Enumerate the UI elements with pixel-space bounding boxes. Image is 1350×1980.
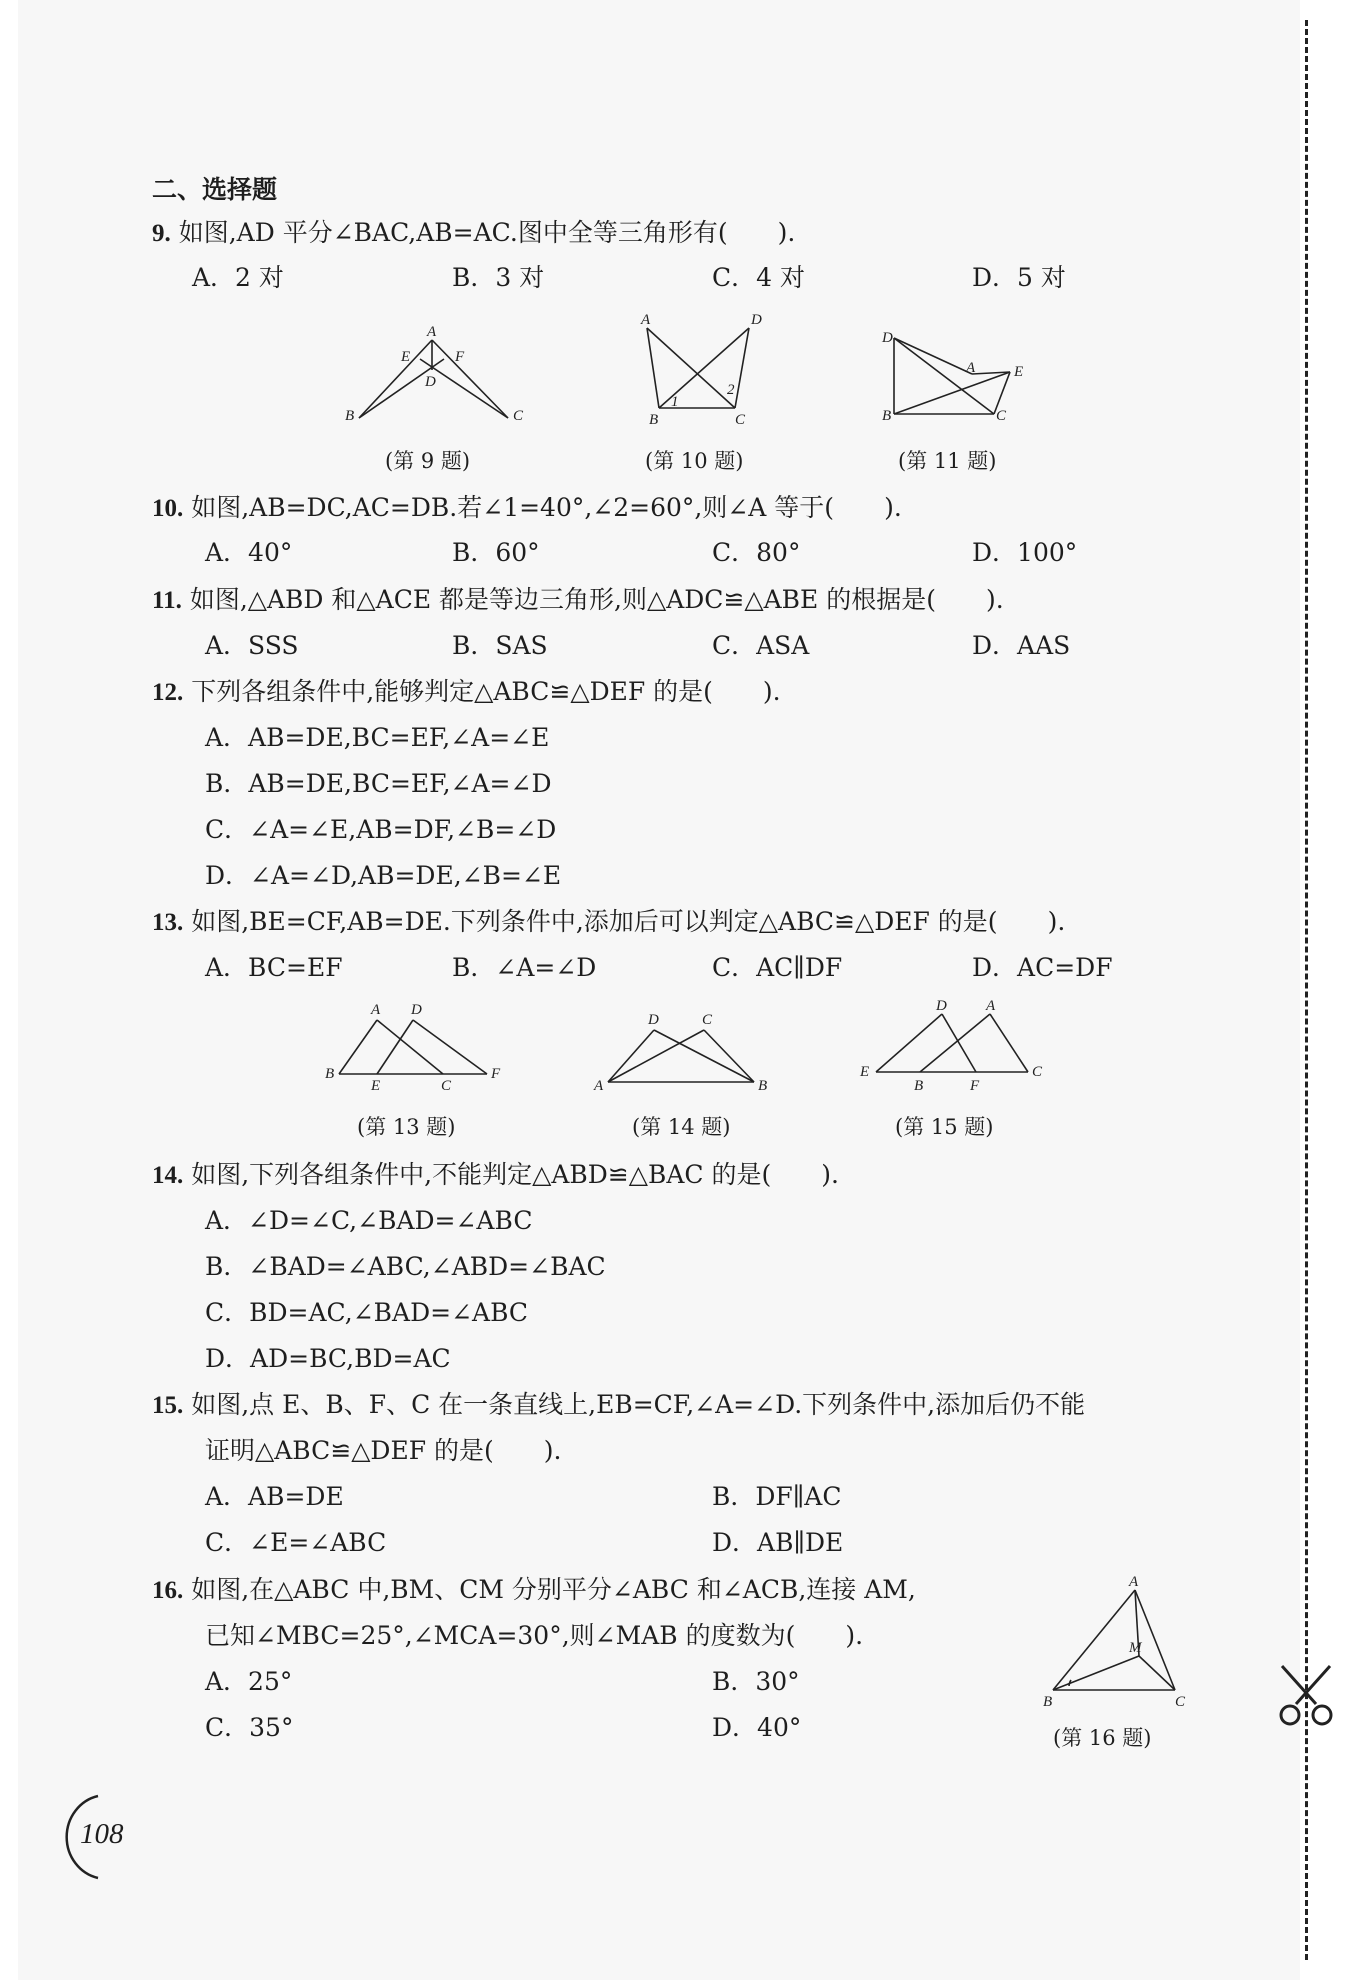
label-b: B (649, 412, 659, 428)
figure-15 (858, 996, 1048, 1094)
scissors-icon (1276, 1660, 1336, 1730)
label-m: M (1129, 1640, 1142, 1656)
page-number: 108 (80, 1818, 124, 1850)
q9-option-a: A．2 对 (192, 263, 284, 292)
question-14: 14. 如图,下列各组条件中,不能判定△ABD≌△BAC 的是( ). (152, 1160, 839, 1189)
question-10: 10. 如图,AB=DC,AC=DB.若∠1=40°,∠2=60°,则∠A 等于( ). (152, 493, 902, 522)
q12-option-d: D．∠A=∠D,AB=DE,∠B=∠E (205, 861, 562, 890)
label-e: E (371, 1078, 381, 1094)
question-15-line2: 证明△ABC≌△DEF 的是( ). (205, 1436, 562, 1465)
q14-option-b: B．∠BAD=∠ABC,∠ABD=∠BAC (205, 1252, 606, 1281)
q11-option-c: C．ASA (712, 631, 810, 660)
q9-option-b: B．3 对 (452, 263, 545, 292)
label-1: 1 (671, 394, 679, 410)
question-9: 9. 如图,AD 平分∠BAC,AB=AC.图中全等三角形有( ). (152, 218, 796, 247)
q9-option-d: D．5 对 (972, 263, 1066, 292)
figure-9 (345, 318, 525, 430)
label-d: D (411, 1002, 422, 1018)
q13-option-d: D．AC=DF (972, 953, 1113, 982)
label-d: D (936, 998, 947, 1014)
q16-option-a: A．25° (205, 1667, 293, 1696)
label-b: B (914, 1078, 924, 1094)
q15-option-b: B．DF∥AC (712, 1482, 842, 1511)
caption-10: (第 10 题) (645, 449, 744, 473)
label-b: B (1043, 1694, 1053, 1710)
question-16-line2: 已知∠MBC=25°,∠MCA=30°,则∠MAB 的度数为( ). (205, 1621, 864, 1650)
label-c: C (702, 1012, 713, 1028)
label-c: C (735, 412, 746, 428)
question-13: 13. 如图,BE=CF,AB=DE.下列条件中,添加后可以判定△ABC≌△DEF 的是( ). (152, 907, 1066, 936)
label-f: F (455, 349, 465, 365)
q13-option-a: A．BC=EF (205, 953, 343, 982)
label-c: C (513, 408, 524, 424)
q14-option-d: D．AD=BC,BD=AC (205, 1344, 451, 1373)
label-a: A (1129, 1574, 1139, 1590)
caption-15: (第 15 题) (895, 1115, 994, 1139)
label-e: E (860, 1064, 870, 1080)
label-c: C (441, 1078, 452, 1094)
figure-11 (880, 322, 1030, 430)
question-16: 16. 如图,在△ABC 中,BM、CM 分别平分∠ABC 和∠ACB,连接 AM, (152, 1575, 916, 1604)
section-title: 二、选择题 (152, 175, 278, 204)
label-a: A (371, 1002, 381, 1018)
label-a: A (594, 1078, 604, 1094)
q13-option-c: C．AC∥DF (712, 953, 843, 982)
caption-14: (第 14 题) (632, 1115, 731, 1139)
q12-option-b: B．AB=DE,BC=EF,∠A=∠D (205, 769, 552, 798)
label-e: E (401, 349, 411, 365)
caption-11: (第 11 题) (898, 449, 997, 473)
label-b: B (758, 1078, 768, 1094)
figure-14 (592, 1010, 778, 1094)
q12-option-c: C．∠A=∠E,AB=DF,∠B=∠D (205, 815, 557, 844)
q11-option-d: D．AAS (972, 631, 1071, 660)
caption-9: (第 9 题) (385, 449, 471, 473)
figure-13 (325, 998, 505, 1094)
figure-16 (1035, 1572, 1195, 1710)
label-f: F (970, 1078, 980, 1094)
label-a: A (986, 998, 996, 1014)
question-11: 11. 如图,△ABD 和△ACE 都是等边三角形,则△ADC≌△ABE 的根据是( ). (152, 585, 1004, 614)
q11-option-b: B．SAS (452, 631, 548, 660)
label-b: B (882, 408, 892, 424)
label-a: A (966, 360, 976, 376)
label-2: 2 (727, 382, 735, 398)
label-f: F (491, 1066, 501, 1082)
label-c: C (1032, 1064, 1043, 1080)
q13-option-b: B．∠A=∠D (452, 953, 597, 982)
q14-option-a: A．∠D=∠C,∠BAD=∠ABC (205, 1206, 533, 1235)
label-b: B (345, 408, 355, 424)
label-d: D (882, 330, 893, 346)
q14-option-c: C．BD=AC,∠BAD=∠ABC (205, 1298, 529, 1327)
q10-option-a: A．40° (205, 538, 293, 567)
label-c: C (996, 408, 1007, 424)
q11-option-a: A．SSS (205, 631, 299, 660)
label-a: A (427, 324, 437, 340)
label-c: C (1175, 1694, 1186, 1710)
q15-option-c: C．∠E=∠ABC (205, 1528, 387, 1557)
label-b: B (325, 1066, 335, 1082)
q16-option-c: C．35° (205, 1713, 294, 1742)
question-15: 15. 如图,点 E、B、F、C 在一条直线上,EB=CF,∠A=∠D.下列条件中,添加后仍不能 (152, 1390, 1086, 1419)
q9-option-c: C．4 对 (712, 263, 805, 292)
caption-13: (第 13 题) (357, 1115, 456, 1139)
q16-option-d: D．40° (712, 1713, 802, 1742)
label-e: E (1014, 364, 1024, 380)
q10-option-d: D．100° (972, 538, 1078, 567)
question-12: 12. 下列各组条件中,能够判定△ABC≌△DEF 的是( ). (152, 677, 781, 706)
caption-16: (第 16 题) (1053, 1726, 1152, 1750)
q15-option-a: A．AB=DE (205, 1482, 344, 1511)
q15-option-d: D．AB∥DE (712, 1528, 844, 1557)
label-d: D (648, 1012, 659, 1028)
q16-option-b: B．30° (712, 1667, 800, 1696)
q10-option-b: B．60° (452, 538, 540, 567)
label-d: D (751, 312, 762, 328)
figure-10 (635, 308, 765, 430)
label-a: A (641, 312, 651, 328)
label-d: D (425, 374, 436, 390)
q12-option-a: A．AB=DE,BC=EF,∠A=∠E (205, 723, 550, 752)
q10-option-c: C．80° (712, 538, 801, 567)
